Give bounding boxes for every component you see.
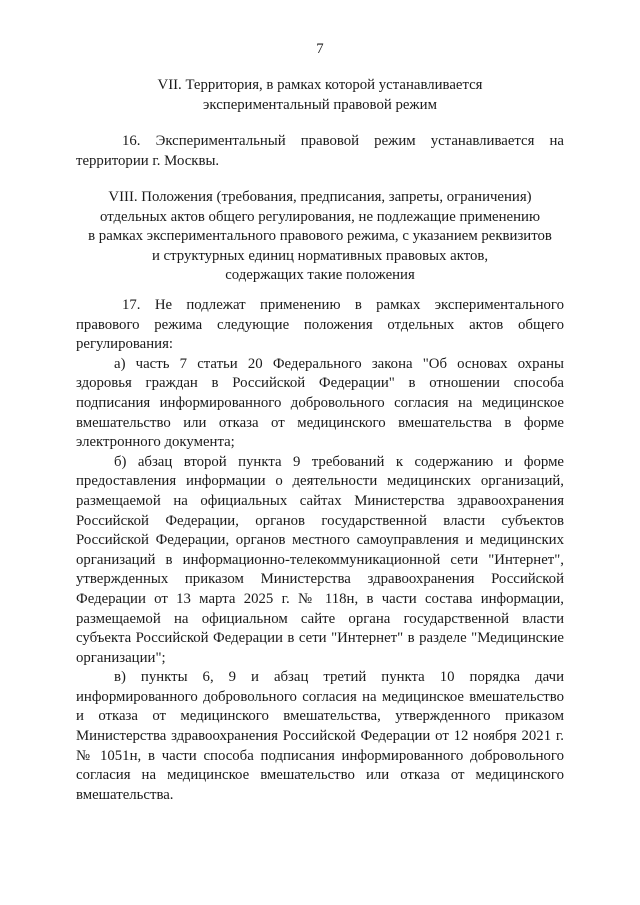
paragraph-16: 16. Экспериментальный правовой режим устанавливается на территории г. Москвы. <box>76 133 564 169</box>
heading-line: экспериментальный правовой режим <box>203 96 437 113</box>
heading-line: VII. Территория, в рамках которой устанавливается <box>157 77 483 93</box>
section-8-heading <box>60 188 580 286</box>
section-7-body <box>76 132 564 171</box>
section-7-heading <box>60 76 580 115</box>
list-item-b: б) абзац второй пункта 9 требований к содержанию и форме предоставления информации о деятельности медицинских организаций, размещаемой на официальных сайтах Министерства здравоохранения Российской Федерации, органов государственной власти субъектов Российской Федерации, органов местного самоуправления и медицинских организаций в информационно-телекоммуникационной сети "Интернет", утвержденных приказом Министерства здравоохранения Российской Федерации от 13 марта 2025 г. № 118н, в части состава информации, размещаемой на официальном сайте органа государственной власти субъекта Российской Федерации в сети "Интернет" в разделе "Медицинские организации"; <box>76 453 564 666</box>
list-item-c: в) пункты 6, 9 и абзац третий пункта 10 порядка дачи информированного добровольного согласия на медицинское вмешательство и отказа от медицинского вмешательства, утвержденного приказом Министерства здравоохранения Российской Федерации от 12 ноября 2021 г. № 1051н, в части способа подписания информированного добровольного согласия на медицинское вмешательство или отказа от медицинского вмешательства. <box>76 669 564 803</box>
heading-line: в рамках экспериментального правового режима, с указанием реквизитов <box>88 228 552 245</box>
page-number: 7 <box>316 41 324 57</box>
heading-line: содержащих такие положения <box>225 267 415 284</box>
section-8-body <box>76 296 564 805</box>
paragraph-17: 17. Не подлежат применению в рамках экспериментального правового режима следующие положения отдельных актов общего регулирования: <box>76 297 564 353</box>
heading-line: отдельных актов общего регулирования, не подлежащие применению <box>99 208 541 225</box>
heading-line: и структурных единиц нормативных правовых актов, <box>151 247 489 264</box>
heading-line: VIII. Положения (требования, предписания, запреты, ограничения) <box>108 189 532 205</box>
list-item-a: а) часть 7 статьи 20 Федерального закона "Об основах охраны здоровья граждан в Российской Федерации" в отношении способа подписания информированного добровольного согласия на медицинское вмешательство или отказа от медицинского вмешательства в форме электронного документа; <box>76 355 564 451</box>
